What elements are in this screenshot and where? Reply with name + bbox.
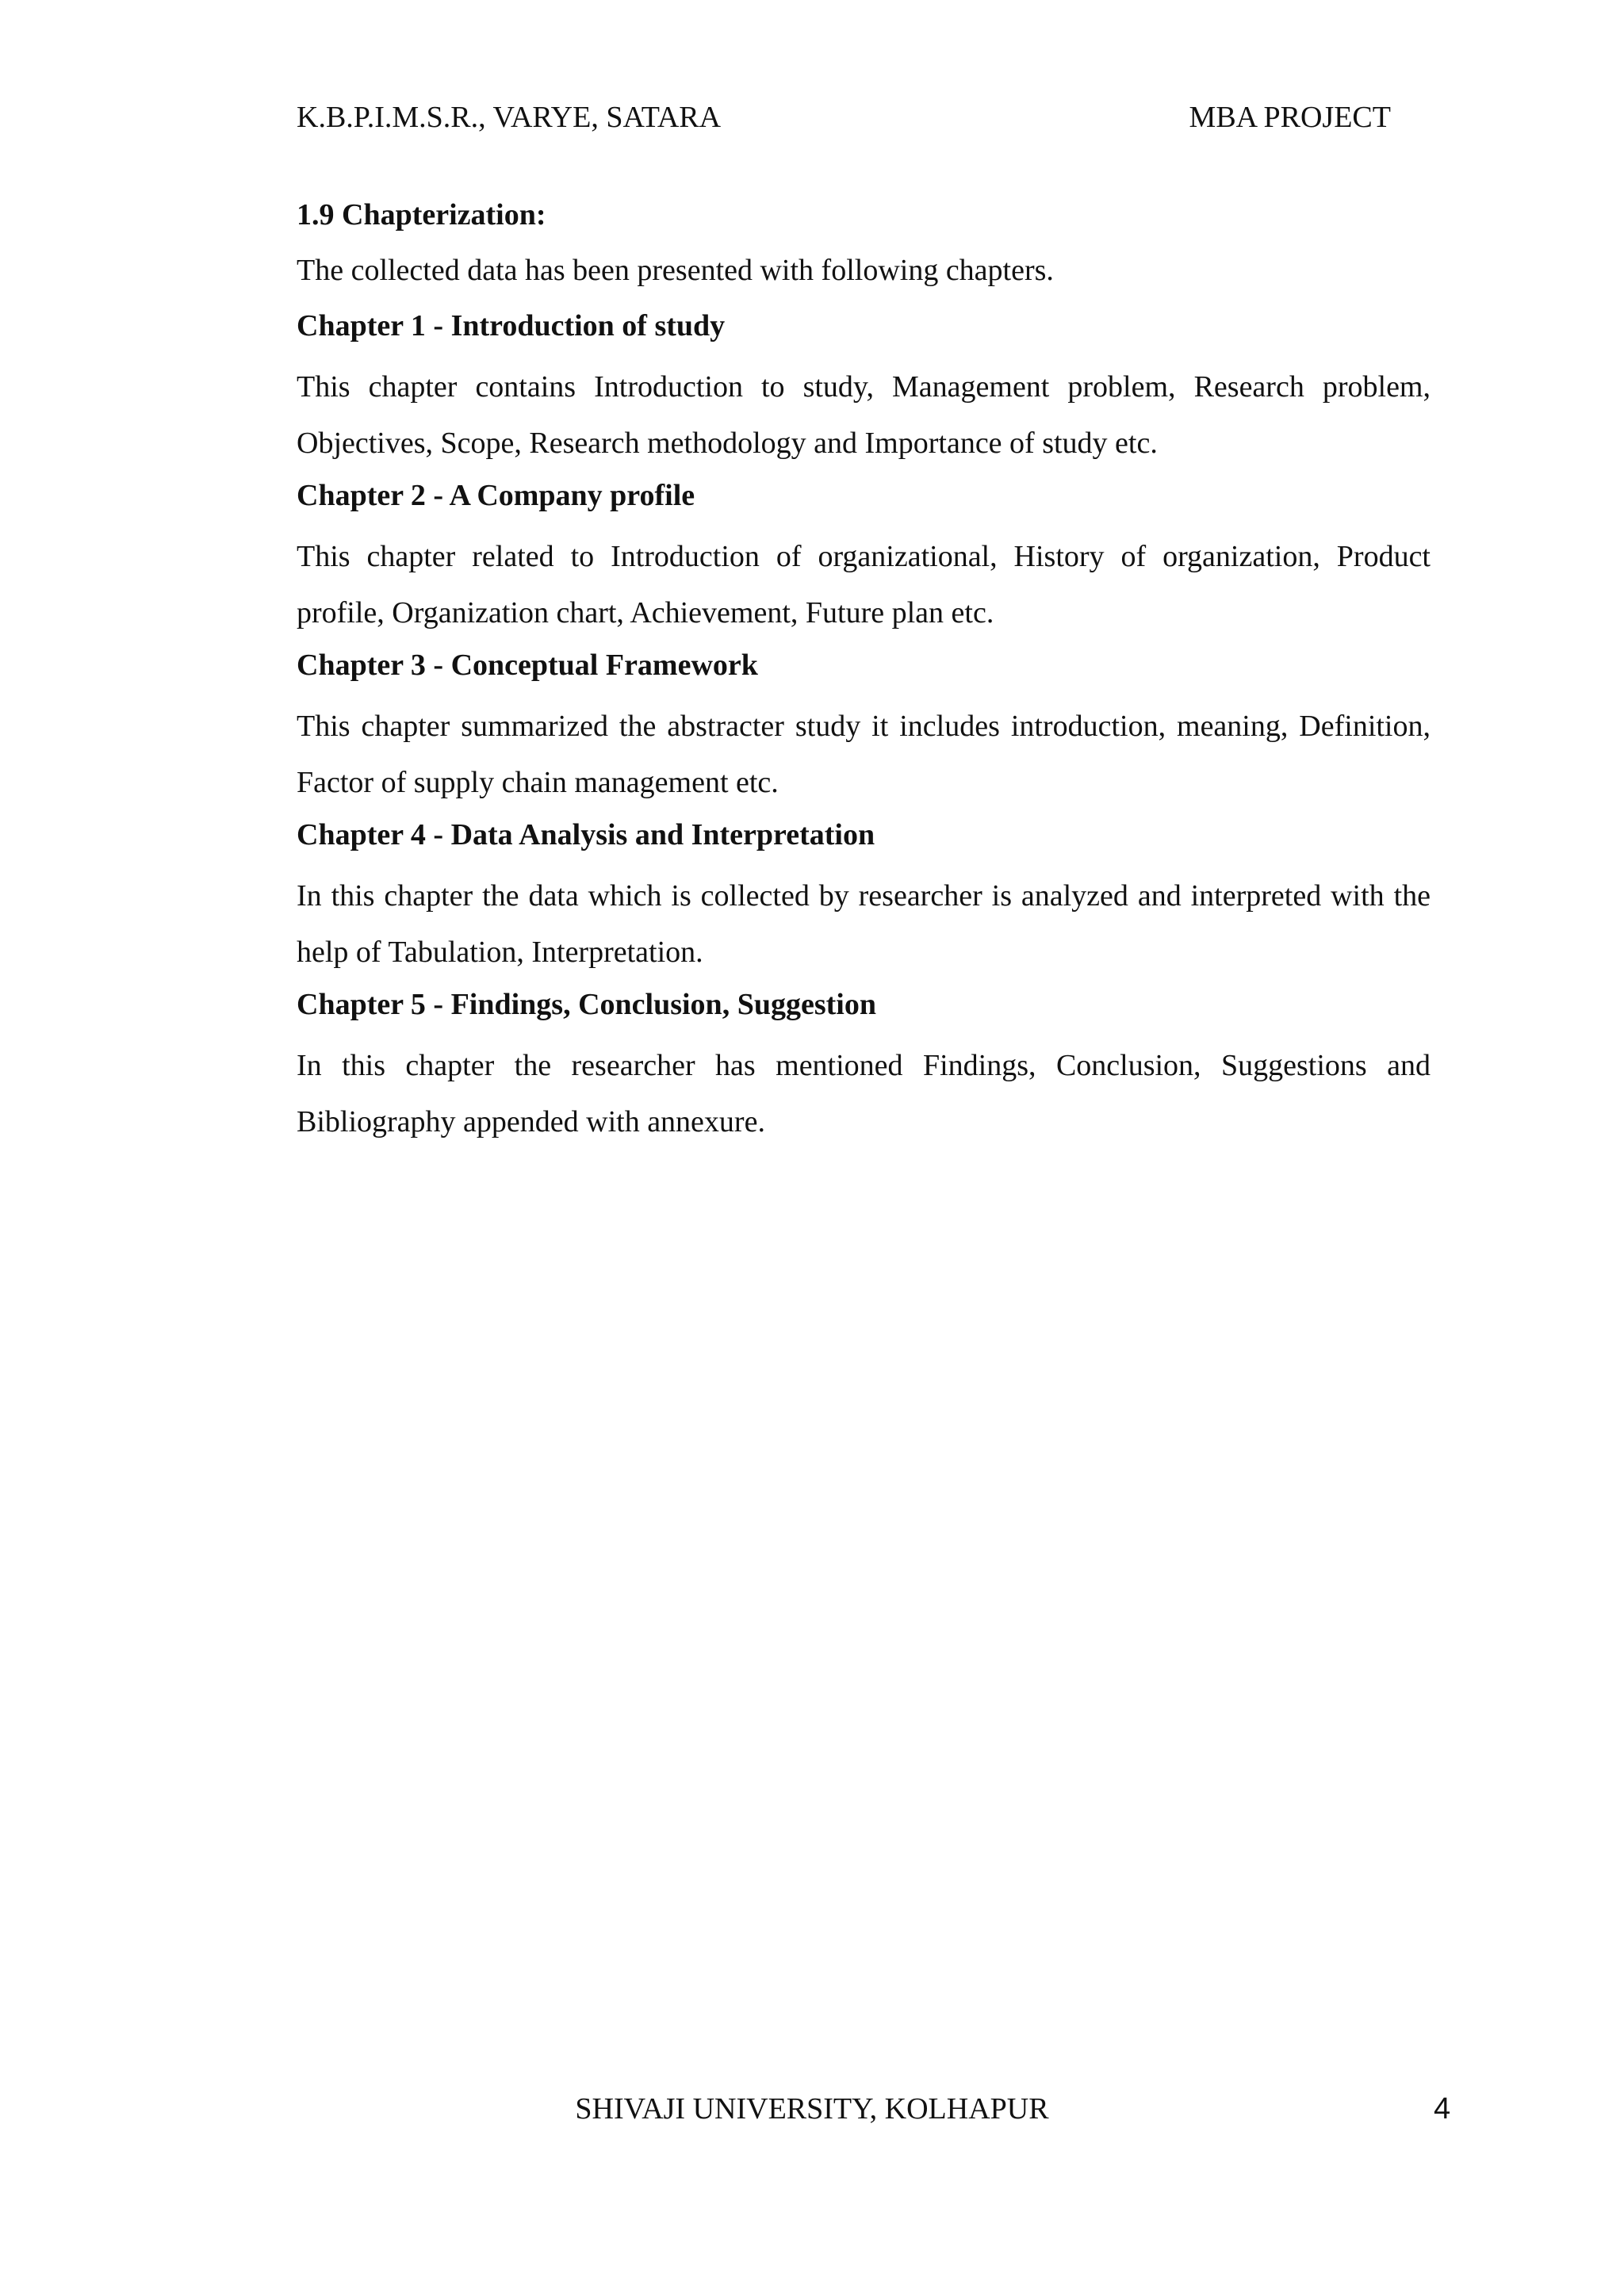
chapter-description: This chapter summarized the abstracter study it includes introduction, meaning, Definition, Factor of supply chain management etc.	[297, 710, 1431, 799]
chapter-block-2	[297, 473, 1431, 641]
chapter-heading: Chapter 4 - Data Analysis and Interpretation	[297, 818, 875, 851]
chapter-block-5	[297, 982, 1431, 1150]
chapter-heading: Chapter 1 - Introduction of study	[297, 309, 726, 342]
chapter-block-1	[297, 304, 1431, 472]
chapter-heading: Chapter 3 - Conceptual Framework	[297, 649, 758, 682]
section-title: 1.9 Chapterization:	[297, 198, 546, 232]
header-institution: K.B.P.I.M.S.R., VARYE, SATARA	[297, 101, 722, 134]
section-intro: The collected data has been presented with following chapters.	[297, 254, 1054, 287]
chapter-heading: Chapter 5 - Findings, Conclusion, Suggestion	[297, 988, 876, 1021]
footer-university: SHIVAJI UNIVERSITY, KOLHAPUR	[575, 2092, 1049, 2126]
chapter-block-3	[297, 643, 1431, 811]
chapter-description: In this chapter the data which is collected by researcher is analyzed and interpreted with the help of Tabulation, Interpretation.	[297, 879, 1431, 969]
chapter-heading: Chapter 2 - A Company profile	[297, 479, 695, 512]
main-content	[297, 193, 1431, 1152]
chapter-description: This chapter contains Introduction to study, Management problem, Research problem, Objectives, Scope, Research methodology and Importance of study etc.	[297, 370, 1431, 460]
page-number: 4	[1434, 2092, 1451, 2126]
chapter-description: This chapter related to Introduction of organizational, History of organization, Product profile, Organization chart, Achievement, Future plan etc.	[297, 540, 1431, 629]
chapter-block-4	[297, 813, 1431, 981]
header-project-label: MBA PROJECT	[1189, 101, 1391, 134]
chapter-description: In this chapter the researcher has mentioned Findings, Conclusion, Suggestions and Bibliography appended with annexure.	[297, 1049, 1431, 1138]
